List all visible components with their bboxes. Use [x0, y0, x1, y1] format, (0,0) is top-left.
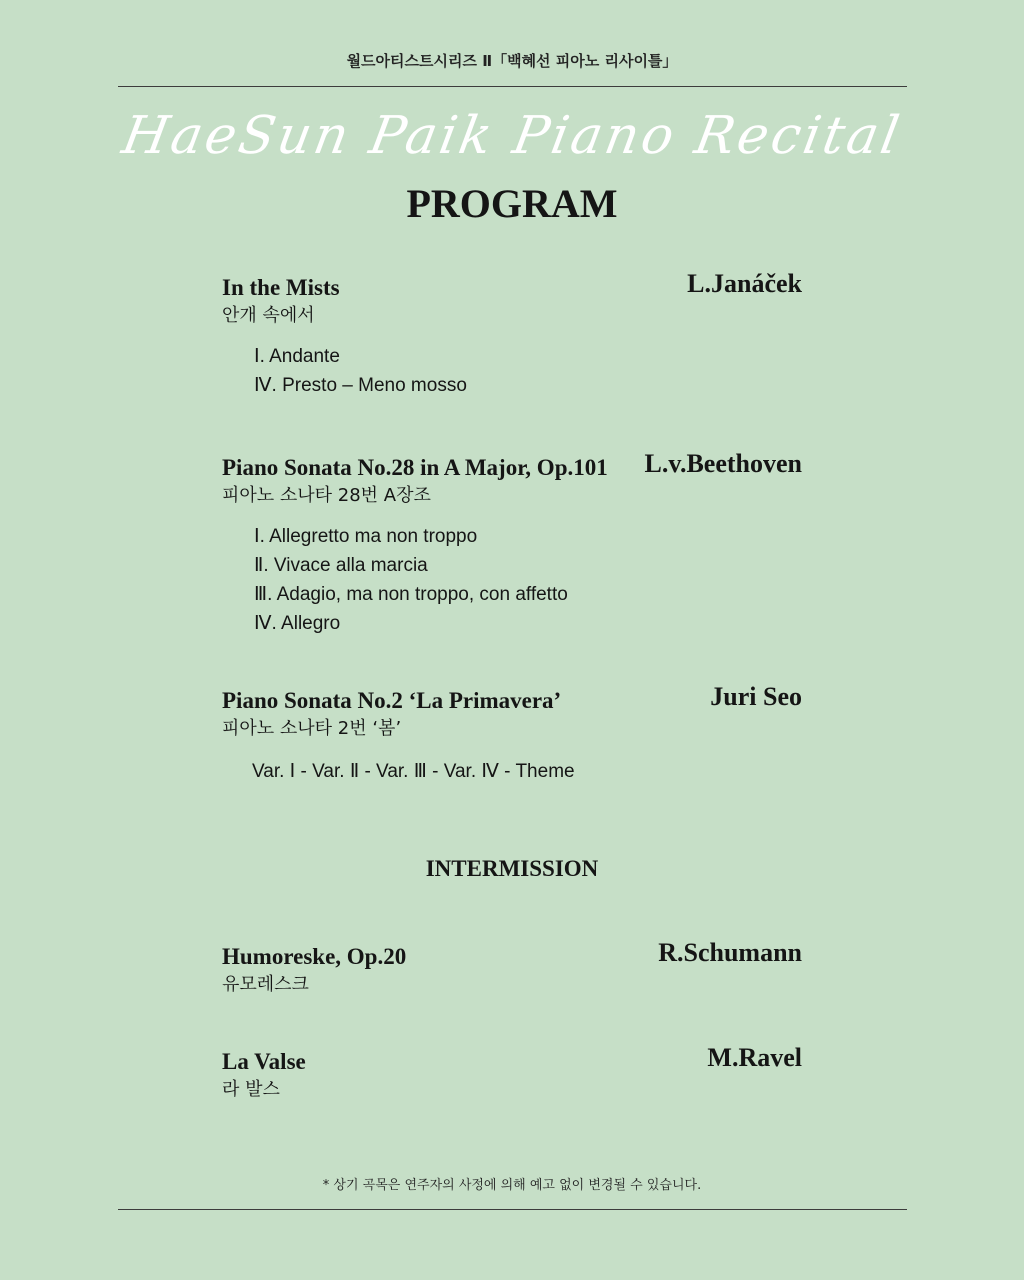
- variation-sequence: Var. Ⅰ - Var. Ⅱ - Var. Ⅲ - Var. Ⅳ - Theme: [252, 761, 575, 782]
- program-item-schumann: [222, 938, 802, 997]
- movement-list: [254, 342, 802, 400]
- composer-name: Juri Seo: [710, 682, 802, 711]
- movement-item: Ⅳ. Allegro: [254, 613, 341, 634]
- program-change-notice: * 상기 곡목은 연주자의 사정에 의해 예고 없이 변경될 수 있습니다.: [322, 1178, 702, 1193]
- program-item-beethoven: [222, 449, 802, 638]
- work-title: In the Mists: [222, 275, 340, 300]
- program-title: PROGRAM: [406, 181, 618, 226]
- top-divider: [118, 86, 907, 87]
- work-title: Piano Sonata No.28 in A Major, Op.101: [222, 455, 608, 480]
- composer-name: R.Schumann: [658, 938, 802, 967]
- movement-item: Ⅳ. Presto – Meno mosso: [254, 375, 467, 396]
- program-item-janacek: [222, 269, 802, 400]
- movement-item: Ⅱ. Vivace alla marcia: [254, 555, 428, 576]
- movement-list: [254, 522, 802, 638]
- intermission-label: INTERMISSION: [425, 856, 599, 881]
- movement-item: Ⅲ. Adagio, ma non troppo, con affetto: [254, 584, 568, 605]
- work-korean-title: 유모레스크: [222, 974, 309, 995]
- work-korean-title: 피아노 소나타 28번 A장조: [222, 485, 431, 506]
- composer-name: M.Ravel: [707, 1043, 802, 1072]
- bottom-divider: [118, 1209, 907, 1210]
- work-title: La Valse: [222, 1049, 306, 1074]
- movement-item: Ⅰ. Allegretto ma non troppo: [254, 526, 478, 547]
- work-title: Humoreske, Op.20: [222, 944, 407, 969]
- program-item-seo: [222, 682, 802, 786]
- work-korean-title: 피아노 소나타 2번 ‘봄’: [222, 718, 402, 739]
- movement-item: Ⅰ. Andante: [254, 346, 340, 367]
- composer-name: L.v.Beethoven: [644, 449, 802, 478]
- work-korean-title: 라 발스: [222, 1079, 280, 1100]
- work-korean-title: 안개 속에서: [222, 305, 315, 326]
- recital-script-title: HaeSun Paik Piano Recital: [117, 106, 907, 166]
- program-item-ravel: [222, 1043, 802, 1102]
- composer-name: L.Janáček: [687, 269, 802, 298]
- series-header: 월드아티스트시리즈 Ⅱ「백혜선 피아노 리사이틀」: [346, 52, 678, 70]
- work-title: Piano Sonata No.2 ‘La Primavera’: [222, 688, 562, 713]
